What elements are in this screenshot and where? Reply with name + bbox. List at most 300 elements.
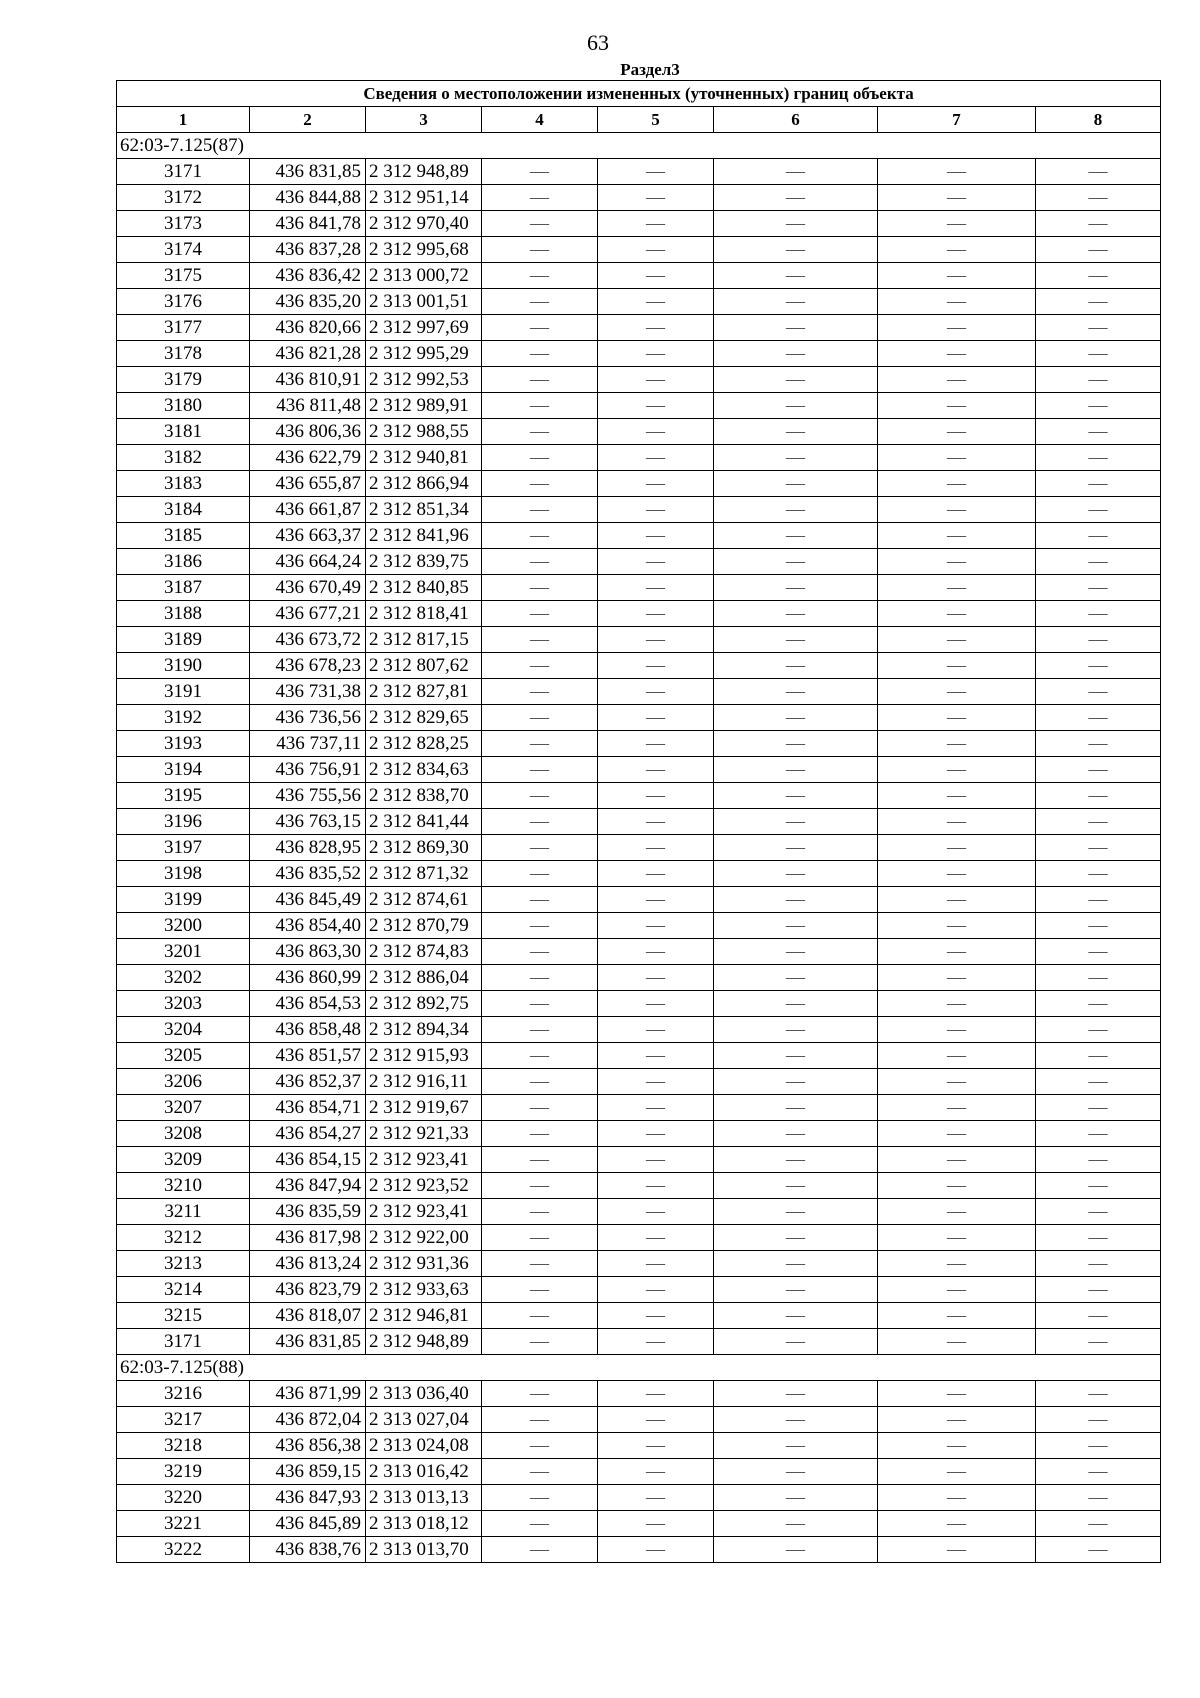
empty-value: — (1036, 497, 1161, 523)
point-number: 3192 (117, 705, 250, 731)
empty-value: — (598, 1095, 714, 1121)
point-number: 3177 (117, 315, 250, 341)
y-coordinate: 2 312 827,81 (366, 679, 482, 705)
point-number: 3203 (117, 991, 250, 1017)
empty-value: — (878, 1251, 1036, 1277)
point-number: 3189 (117, 627, 250, 653)
y-coordinate: 2 312 923,41 (366, 1147, 482, 1173)
empty-value: — (598, 1043, 714, 1069)
empty-value: — (1036, 679, 1161, 705)
point-number: 3201 (117, 939, 250, 965)
empty-value: — (1036, 965, 1161, 991)
x-coordinate: 436 818,07 (250, 1303, 366, 1329)
x-coordinate: 436 854,71 (250, 1095, 366, 1121)
point-number: 3197 (117, 835, 250, 861)
empty-value: — (1036, 913, 1161, 939)
empty-value: — (714, 575, 878, 601)
empty-value: — (1036, 211, 1161, 237)
empty-value: — (1036, 1017, 1161, 1043)
empty-value: — (714, 1173, 878, 1199)
empty-value: — (482, 1121, 598, 1147)
point-number: 3218 (117, 1433, 250, 1459)
table-row (117, 627, 1161, 653)
empty-value: — (714, 1329, 878, 1355)
y-coordinate: 2 313 024,08 (366, 1433, 482, 1459)
empty-value: — (878, 887, 1036, 913)
empty-value: — (598, 497, 714, 523)
x-coordinate: 436 854,15 (250, 1147, 366, 1173)
point-number: 3176 (117, 289, 250, 315)
empty-value: — (714, 367, 878, 393)
y-coordinate: 2 312 995,29 (366, 341, 482, 367)
x-coordinate: 436 763,15 (250, 809, 366, 835)
point-number: 3191 (117, 679, 250, 705)
point-number: 3219 (117, 1459, 250, 1485)
table-row (117, 731, 1161, 757)
empty-value: — (878, 211, 1036, 237)
empty-value: — (598, 159, 714, 185)
x-coordinate: 436 852,37 (250, 1069, 366, 1095)
empty-value: — (1036, 549, 1161, 575)
empty-value: — (1036, 1329, 1161, 1355)
empty-value: — (482, 1511, 598, 1537)
empty-value: — (1036, 419, 1161, 445)
x-coordinate: 436 858,48 (250, 1017, 366, 1043)
x-coordinate: 436 854,27 (250, 1121, 366, 1147)
y-coordinate: 2 312 915,93 (366, 1043, 482, 1069)
empty-value: — (598, 1173, 714, 1199)
empty-value: — (878, 1225, 1036, 1251)
y-coordinate: 2 312 870,79 (366, 913, 482, 939)
x-coordinate: 436 841,78 (250, 211, 366, 237)
x-coordinate: 436 817,98 (250, 1225, 366, 1251)
empty-value: — (878, 1121, 1036, 1147)
y-coordinate: 2 313 000,72 (366, 263, 482, 289)
y-coordinate: 2 312 970,40 (366, 211, 482, 237)
empty-value: — (482, 1433, 598, 1459)
empty-value: — (878, 263, 1036, 289)
empty-value: — (482, 991, 598, 1017)
empty-value: — (598, 1199, 714, 1225)
x-coordinate: 436 811,48 (250, 393, 366, 419)
empty-value: — (714, 1199, 878, 1225)
empty-value: — (878, 497, 1036, 523)
empty-value: — (878, 965, 1036, 991)
y-coordinate: 2 312 919,67 (366, 1095, 482, 1121)
point-number: 3204 (117, 1017, 250, 1043)
empty-value: — (598, 1069, 714, 1095)
column-header: 5 (598, 107, 714, 133)
y-coordinate: 2 312 948,89 (366, 159, 482, 185)
column-header: 3 (366, 107, 482, 133)
empty-value: — (1036, 1277, 1161, 1303)
empty-value: — (714, 1043, 878, 1069)
point-number: 3186 (117, 549, 250, 575)
point-number: 3199 (117, 887, 250, 913)
empty-value: — (1036, 1485, 1161, 1511)
empty-value: — (878, 783, 1036, 809)
point-number: 3173 (117, 211, 250, 237)
table-row (117, 1329, 1161, 1355)
y-coordinate: 2 312 871,32 (366, 861, 482, 887)
empty-value: — (598, 1147, 714, 1173)
y-coordinate: 2 312 866,94 (366, 471, 482, 497)
empty-value: — (1036, 653, 1161, 679)
empty-value: — (482, 471, 598, 497)
table-row (117, 1277, 1161, 1303)
table-row (117, 887, 1161, 913)
empty-value: — (1036, 289, 1161, 315)
empty-value: — (482, 1199, 598, 1225)
x-coordinate: 436 836,42 (250, 263, 366, 289)
empty-value: — (482, 601, 598, 627)
empty-value: — (714, 497, 878, 523)
x-coordinate: 436 810,91 (250, 367, 366, 393)
empty-value: — (1036, 1147, 1161, 1173)
table-row (117, 939, 1161, 965)
column-header: 1 (117, 107, 250, 133)
empty-value: — (714, 237, 878, 263)
empty-value: — (598, 1433, 714, 1459)
x-coordinate: 436 806,36 (250, 419, 366, 445)
column-header: 4 (482, 107, 598, 133)
empty-value: — (714, 393, 878, 419)
point-number: 3179 (117, 367, 250, 393)
point-number: 3174 (117, 237, 250, 263)
point-number: 3183 (117, 471, 250, 497)
empty-value: — (878, 705, 1036, 731)
empty-value: — (878, 575, 1036, 601)
empty-value: — (878, 757, 1036, 783)
empty-value: — (1036, 263, 1161, 289)
y-coordinate: 2 312 828,25 (366, 731, 482, 757)
point-number: 3198 (117, 861, 250, 887)
table-row (117, 601, 1161, 627)
x-coordinate: 436 670,49 (250, 575, 366, 601)
empty-value: — (598, 1277, 714, 1303)
table-row (117, 1225, 1161, 1251)
table-row (117, 315, 1161, 341)
empty-value: — (1036, 1381, 1161, 1407)
empty-value: — (482, 1407, 598, 1433)
empty-value: — (878, 549, 1036, 575)
x-coordinate: 436 835,20 (250, 289, 366, 315)
table-row (117, 575, 1161, 601)
empty-value: — (1036, 705, 1161, 731)
y-coordinate: 2 312 951,14 (366, 185, 482, 211)
empty-value: — (878, 1277, 1036, 1303)
table-row (117, 835, 1161, 861)
point-number: 3211 (117, 1199, 250, 1225)
y-coordinate: 2 312 886,04 (366, 965, 482, 991)
empty-value: — (482, 705, 598, 731)
point-number: 3196 (117, 809, 250, 835)
point-number: 3178 (117, 341, 250, 367)
table-row (117, 1537, 1161, 1563)
empty-value: — (878, 939, 1036, 965)
empty-value: — (1036, 991, 1161, 1017)
empty-value: — (714, 835, 878, 861)
point-number: 3206 (117, 1069, 250, 1095)
y-coordinate: 2 312 916,11 (366, 1069, 482, 1095)
empty-value: — (878, 1069, 1036, 1095)
empty-value: — (714, 913, 878, 939)
empty-value: — (878, 679, 1036, 705)
empty-value: — (1036, 627, 1161, 653)
empty-value: — (482, 549, 598, 575)
empty-value: — (482, 1225, 598, 1251)
table-row (117, 861, 1161, 887)
empty-value: — (714, 315, 878, 341)
empty-value: — (1036, 757, 1161, 783)
empty-value: — (482, 679, 598, 705)
empty-value: — (714, 1303, 878, 1329)
empty-value: — (878, 185, 1036, 211)
x-coordinate: 436 860,99 (250, 965, 366, 991)
empty-value: — (878, 445, 1036, 471)
empty-value: — (878, 991, 1036, 1017)
empty-value: — (482, 653, 598, 679)
point-number: 3220 (117, 1485, 250, 1511)
x-coordinate: 436 622,79 (250, 445, 366, 471)
y-coordinate: 2 312 989,91 (366, 393, 482, 419)
y-coordinate: 2 312 841,44 (366, 809, 482, 835)
empty-value: — (878, 1303, 1036, 1329)
empty-value: — (482, 783, 598, 809)
column-header: 6 (714, 107, 878, 133)
empty-value: — (598, 367, 714, 393)
empty-value: — (1036, 1173, 1161, 1199)
table-row (117, 653, 1161, 679)
empty-value: — (878, 289, 1036, 315)
empty-value: — (598, 445, 714, 471)
empty-value: — (714, 185, 878, 211)
empty-value: — (878, 367, 1036, 393)
empty-value: — (598, 341, 714, 367)
table-row (117, 263, 1161, 289)
empty-value: — (482, 1329, 598, 1355)
empty-value: — (598, 289, 714, 315)
y-coordinate: 2 312 817,15 (366, 627, 482, 653)
empty-value: — (1036, 1303, 1161, 1329)
x-coordinate: 436 838,76 (250, 1537, 366, 1563)
empty-value: — (482, 939, 598, 965)
empty-value: — (714, 263, 878, 289)
empty-value: — (878, 1381, 1036, 1407)
y-coordinate: 2 313 001,51 (366, 289, 482, 315)
point-number: 3205 (117, 1043, 250, 1069)
column-header-row (117, 107, 1161, 133)
empty-value: — (1036, 1511, 1161, 1537)
empty-value: — (878, 341, 1036, 367)
empty-value: — (598, 1381, 714, 1407)
empty-value: — (878, 1043, 1036, 1069)
point-number: 3190 (117, 653, 250, 679)
empty-value: — (714, 1537, 878, 1563)
x-coordinate: 436 678,23 (250, 653, 366, 679)
empty-value: — (482, 367, 598, 393)
x-coordinate: 436 847,94 (250, 1173, 366, 1199)
empty-value: — (714, 731, 878, 757)
empty-value: — (714, 1251, 878, 1277)
empty-value: — (1036, 1069, 1161, 1095)
empty-value: — (878, 1511, 1036, 1537)
y-coordinate: 2 312 829,65 (366, 705, 482, 731)
empty-value: — (878, 809, 1036, 835)
empty-value: — (598, 887, 714, 913)
empty-value: — (482, 445, 598, 471)
empty-value: — (714, 601, 878, 627)
empty-value: — (482, 757, 598, 783)
table-row (117, 1381, 1161, 1407)
empty-value: — (714, 939, 878, 965)
y-coordinate: 2 312 894,34 (366, 1017, 482, 1043)
y-coordinate: 2 312 841,96 (366, 523, 482, 549)
y-coordinate: 2 313 013,13 (366, 1485, 482, 1511)
empty-value: — (598, 237, 714, 263)
empty-value: — (1036, 1199, 1161, 1225)
table-row (117, 705, 1161, 731)
point-number: 3172 (117, 185, 250, 211)
empty-value: — (714, 1459, 878, 1485)
table-row (117, 445, 1161, 471)
empty-value: — (714, 211, 878, 237)
empty-value: — (598, 731, 714, 757)
empty-value: — (482, 1173, 598, 1199)
point-number: 3180 (117, 393, 250, 419)
empty-value: — (714, 523, 878, 549)
y-coordinate: 2 312 923,52 (366, 1173, 482, 1199)
empty-value: — (1036, 1407, 1161, 1433)
empty-value: — (714, 1407, 878, 1433)
empty-value: — (482, 523, 598, 549)
table-row (117, 783, 1161, 809)
empty-value: — (598, 809, 714, 835)
empty-value: — (482, 627, 598, 653)
table-caption: Сведения о местоположении измененных (уточненных) границ объекта (117, 81, 1161, 107)
empty-value: — (482, 237, 598, 263)
empty-value: — (714, 1433, 878, 1459)
empty-value: — (878, 315, 1036, 341)
empty-value: — (1036, 1251, 1161, 1277)
point-number: 3182 (117, 445, 250, 471)
y-coordinate: 2 313 036,40 (366, 1381, 482, 1407)
table-row (117, 1199, 1161, 1225)
group-label: 62:03-7.125(88) (117, 1355, 1161, 1381)
table-row (117, 159, 1161, 185)
empty-value: — (598, 601, 714, 627)
empty-value: — (482, 913, 598, 939)
empty-value: — (878, 653, 1036, 679)
table-row (117, 1095, 1161, 1121)
empty-value: — (1036, 523, 1161, 549)
x-coordinate: 436 673,72 (250, 627, 366, 653)
empty-value: — (878, 731, 1036, 757)
y-coordinate: 2 312 874,83 (366, 939, 482, 965)
x-coordinate: 436 737,11 (250, 731, 366, 757)
empty-value: — (714, 1277, 878, 1303)
empty-value: — (1036, 887, 1161, 913)
y-coordinate: 2 312 997,69 (366, 315, 482, 341)
empty-value: — (714, 783, 878, 809)
point-number: 3184 (117, 497, 250, 523)
empty-value: — (1036, 861, 1161, 887)
y-coordinate: 2 313 018,12 (366, 1511, 482, 1537)
empty-value: — (598, 263, 714, 289)
empty-value: — (878, 523, 1036, 549)
empty-value: — (482, 1381, 598, 1407)
point-number: 3221 (117, 1511, 250, 1537)
section-label: Раздел3 (620, 60, 680, 79)
empty-value: — (1036, 471, 1161, 497)
empty-value: — (482, 835, 598, 861)
empty-value: — (598, 991, 714, 1017)
point-number: 3188 (117, 601, 250, 627)
x-coordinate: 436 661,87 (250, 497, 366, 523)
y-coordinate: 2 312 933,63 (366, 1277, 482, 1303)
y-coordinate: 2 312 988,55 (366, 419, 482, 445)
empty-value: — (714, 1095, 878, 1121)
empty-value: — (878, 913, 1036, 939)
empty-value: — (598, 1537, 714, 1563)
empty-value: — (598, 1303, 714, 1329)
y-coordinate: 2 312 818,41 (366, 601, 482, 627)
empty-value: — (878, 1537, 1036, 1563)
y-coordinate: 2 312 948,89 (366, 1329, 482, 1355)
empty-value: — (482, 1069, 598, 1095)
empty-value: — (878, 835, 1036, 861)
point-number: 3175 (117, 263, 250, 289)
y-coordinate: 2 312 851,34 (366, 497, 482, 523)
empty-value: — (878, 471, 1036, 497)
y-coordinate: 2 312 834,63 (366, 757, 482, 783)
x-coordinate: 436 820,66 (250, 315, 366, 341)
empty-value: — (482, 315, 598, 341)
empty-value: — (714, 1485, 878, 1511)
empty-value: — (1036, 315, 1161, 341)
x-coordinate: 436 755,56 (250, 783, 366, 809)
table-row (117, 1043, 1161, 1069)
empty-value: — (598, 965, 714, 991)
empty-value: — (598, 757, 714, 783)
y-coordinate: 2 312 931,36 (366, 1251, 482, 1277)
point-number: 3181 (117, 419, 250, 445)
x-coordinate: 436 871,99 (250, 1381, 366, 1407)
y-coordinate: 2 312 892,75 (366, 991, 482, 1017)
empty-value: — (1036, 1433, 1161, 1459)
y-coordinate: 2 312 992,53 (366, 367, 482, 393)
empty-value: — (714, 1225, 878, 1251)
point-number: 3193 (117, 731, 250, 757)
x-coordinate: 436 756,91 (250, 757, 366, 783)
empty-value: — (482, 1277, 598, 1303)
empty-value: — (482, 159, 598, 185)
point-number: 3213 (117, 1251, 250, 1277)
x-coordinate: 436 854,40 (250, 913, 366, 939)
empty-value: — (714, 965, 878, 991)
table-row (117, 1251, 1161, 1277)
table-row (117, 1017, 1161, 1043)
empty-value: — (714, 887, 878, 913)
x-coordinate: 436 823,79 (250, 1277, 366, 1303)
table-row (117, 1173, 1161, 1199)
column-header: 8 (1036, 107, 1161, 133)
table-row (117, 211, 1161, 237)
empty-value: — (878, 159, 1036, 185)
point-number: 3222 (117, 1537, 250, 1563)
empty-value: — (598, 1407, 714, 1433)
page-number: 63 (587, 30, 609, 55)
